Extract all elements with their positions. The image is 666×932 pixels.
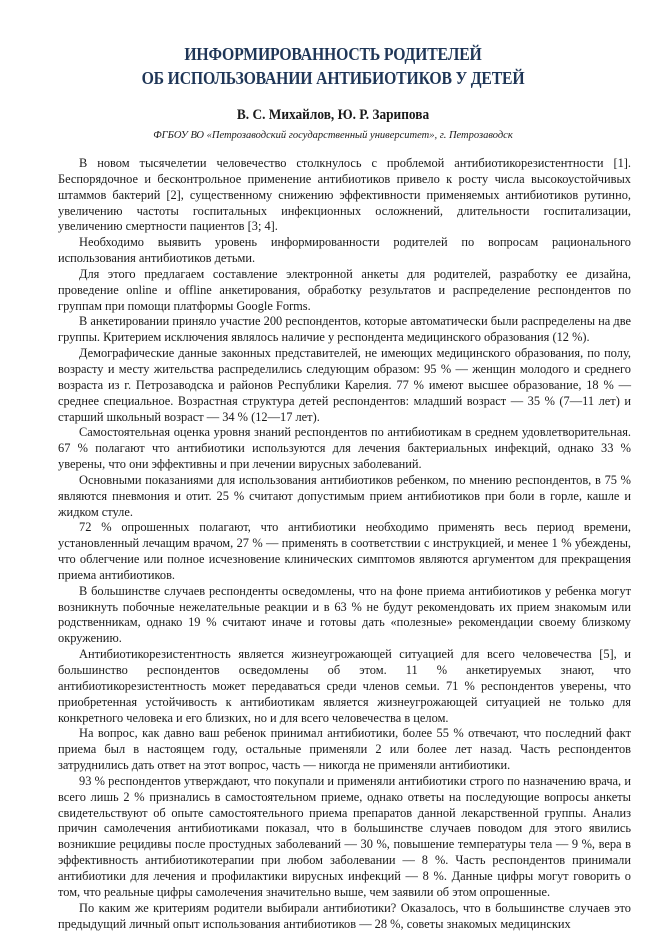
paragraph: Основными показаниями для использования антибиотиков ребенком, по мнению респондентов, в 75 % являются пневмония и отит. 25 % считают допустимым прием антибиотиков при боли в горле, кашле и жидком стуле. bbox=[58, 472, 631, 519]
article-body bbox=[58, 156, 631, 932]
paragraph: 72 % опрошенных полагают, что антибиотики необходимо применять весь период времени, установленный лечащим врачом, 27 % — применять в соответствии с инструкцией, и менее 1 % убеждены, что облегчение или полное исчезновение клинических симптомов являются аргументом для прекращения приема антибиотиков. bbox=[58, 520, 631, 582]
paragraph: 93 % респондентов утверждают, что покупали и применяли антибиотики строго по назначению врача, и всего лишь 2 % признались в самостоятельном приеме, однако ответы на последующие вопросы анкеты свидетельствуют об опыте самостоятельного приема препаратов данной лекарственной группы. Анализ причин самолечения антибиотиками показал, что в большинстве случаев поводом для этого явились возникшие рецидивы после простудных заболеваний — 30 %, повышение температуры тела — 9 %, вера в эффективность антибиотикотерапии при любом заболевании — 8 %. Часть респондентов принимали антибиотики для лечения и профилактики вирусных инфекций — 8 %. Данные цифры могут говорить о том, что реальные цифры самолечения значительно выше, чем заявили об этом опрошенные. bbox=[58, 773, 631, 899]
paragraph: Антибиотикорезистентность является жизнеугрожающей ситуацией для всего человечества [5], и большинство респондентов осведомлены об этом. 11 % анкетируемых знают, что антибиотикорезистентность может передаваться среди членов семьи. 71 % респондентов уверены, что приобретенная устойчивость к антибиотикам является жизнеугрожающей ситуацией не только для конкретного человека и его близких, но и для всего человечества в целом. bbox=[58, 647, 631, 725]
paragraph: Самостоятельная оценка уровня знаний респондентов по антибиотикам в среднем удовлетворительная. 67 % полагают что антибиотики используются для лечения бактериальных инфекций, однако 33 % уверены, что они эффективны и при лечении вирусных заболеваний. bbox=[58, 425, 631, 472]
title-line-2: ОБ ИСПОЛЬЗОВАНИИ АНТИБИОТИКОВ У ДЕТЕЙ bbox=[141, 68, 525, 88]
paragraph: Демографические данные законных представителей, не имеющих медицинского образования, по полу, возрасту и месту жительства распределились следующим образом: 95 % — женщин молодого и среднего возраста из г. Петрозаводска и районов Республики Карелия. 77 % имеют высшее образование, 18 % — среднее специальное. Возрастная структура детей респондентов: младший возраст — 35 % (7—11 лет) и старший школьный возраст — 34 % (12—17 лет). bbox=[58, 346, 631, 424]
paragraph: В анкетировании приняло участие 200 респондентов, которые автоматически были распределены на две группы. Критерием исключения являлось наличие у респондента медицинского образования (12 %). bbox=[58, 314, 631, 345]
paragraph: В большинстве случаев респонденты осведомлены, что на фоне приема антибиотиков у ребенка могут возникнуть побочные нежелательные реакции и в 63 % не будут рекомендовать их прием знакомым или родственникам, однако 19 % считают иначе и готовы дать «полезные» рекомендации своему близкому окружению. bbox=[58, 583, 631, 646]
paragraph: Для этого предлагаем составление электронной анкеты для родителей, разработку ее дизайна, проведение online и offline анкетирования, обработку результатов и распределение респондентов по группам при помощи платформы Google Forms. bbox=[58, 266, 631, 313]
paragraph: В новом тысячелетии человечество столкнулось с проблемой антибиотикорезистентности [1]. Беспорядочное и бесконтрольное применение антибиотиков привело к росту числа высокоустойчивых штаммов бактерий [2], существенному снижению эффективности применяемых антибиотиков рутинно, увеличению частоты госпитальных инфекционных осложнений, длительности госпитализации, увеличению смертности пациентов [3; 4]. bbox=[58, 156, 631, 234]
article-title bbox=[33, 42, 632, 90]
affiliation: ФГБОУ ВО «Петрозаводский государственный университет», г. Петрозаводск bbox=[153, 130, 513, 141]
paragraph: Необходимо выявить уровень информированности родителей по вопросам рационального использования антибиотиков детьми. bbox=[58, 235, 631, 266]
paragraph: По каким же критериям родители выбирали антибиотики? Оказалось, что в большинстве случаев это предыдущий личный опыт использования антибиотиков — 28 %, советы знакомых медицинских bbox=[58, 900, 631, 931]
title-line-1: ИНФОРМИРОВАННОСТЬ РОДИТЕЛЕЙ bbox=[184, 44, 482, 64]
authors: В. С. Михайлов, Ю. Р. Зарипова bbox=[236, 107, 430, 123]
paragraph: На вопрос, как давно ваш ребенок принимал антибиотики, более 55 % отвечают, что последний факт приема был в настоящем году, остальные применяли 2 или более лет назад. Часть респондентов затруднились дать ответ на этот вопрос, часть — никогда не применяли антибиотики. bbox=[58, 726, 631, 773]
